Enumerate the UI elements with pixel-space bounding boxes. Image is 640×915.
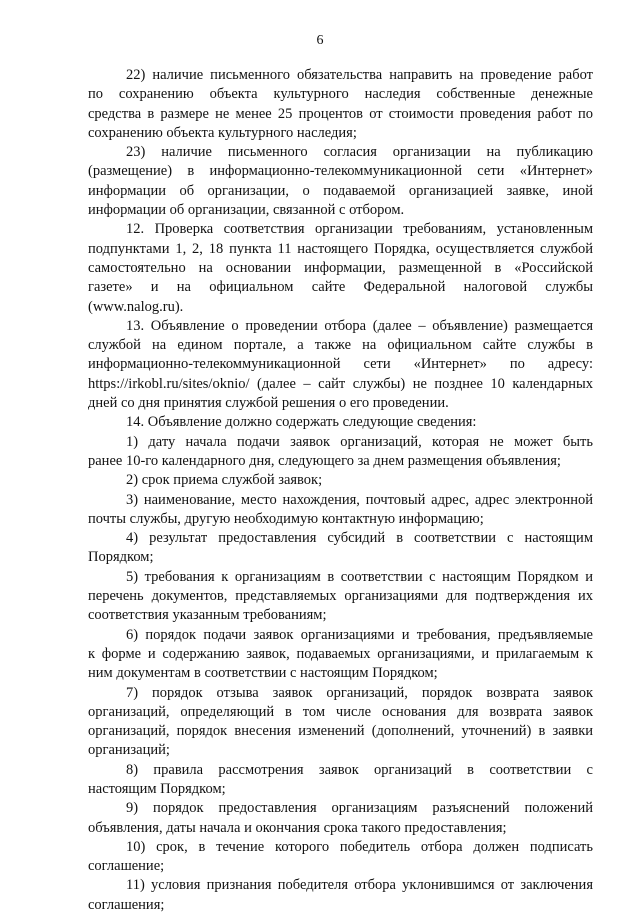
paragraph-line: информационно-телекоммуникационной сети «Интернет» по адресу: bbox=[88, 356, 593, 373]
paragraph-line: к форме и содержанию заявок, подаваемых организациями, и прилагаемым к bbox=[88, 645, 593, 662]
paragraph-line: соответствия указанным требованиям; bbox=[88, 607, 327, 624]
paragraph-line: дней со дня принятия службой решения о его проведении. bbox=[88, 395, 449, 412]
paragraph-line: 4) результат предоставления субсидий в соответствии с настоящим bbox=[126, 530, 593, 547]
document-body bbox=[88, 66, 593, 915]
paragraph-line: организаций, определяющий в том числе основания для возврата заявок bbox=[88, 703, 593, 720]
paragraph-line: организаций; bbox=[88, 742, 170, 759]
paragraph bbox=[88, 317, 593, 413]
paragraph-line: самостоятельно на основании информации, размещенной в «Российской bbox=[88, 259, 593, 276]
paragraph bbox=[88, 626, 593, 684]
paragraph-line: 3) наименование, место нахождения, почтовый адрес, адрес электронной bbox=[126, 491, 593, 508]
paragraph-line: 9) порядок предоставления организациям разъяснений положений bbox=[126, 800, 593, 817]
paragraph bbox=[88, 66, 593, 143]
paragraph-line: по сохранению объекта культурного наследия собственные денежные bbox=[88, 86, 593, 103]
paragraph bbox=[88, 838, 593, 877]
paragraph bbox=[88, 876, 593, 915]
paragraph-line: 1) дату начала подачи заявок организаций, которая не может быть bbox=[126, 433, 593, 450]
paragraph-line: 12. Проверка соответствия организации требованиям, установленным bbox=[126, 221, 593, 238]
paragraph-line: сохранению объекта культурного наследия; bbox=[88, 124, 357, 141]
paragraph-line: объявления, даты начала и окончания срока такого предоставления; bbox=[88, 819, 507, 836]
paragraph bbox=[88, 471, 593, 490]
paragraph bbox=[88, 799, 593, 838]
paragraph-line: средства в размере не менее 25 процентов от стоимости проведения работ по bbox=[88, 105, 593, 122]
paragraph-line: (размещение) в информационно-телекоммуникационной сети «Интернет» bbox=[88, 163, 593, 180]
paragraph bbox=[88, 529, 593, 568]
paragraph bbox=[88, 220, 593, 316]
paragraph-line: информации об организации, связанной с отбором. bbox=[88, 202, 405, 219]
paragraph-line: 5) требования к организациям в соответствии с настоящим Порядком и bbox=[126, 568, 593, 585]
paragraph-line: организаций, порядок внесения изменений (дополнений, уточнений) в заявки bbox=[88, 723, 593, 740]
paragraph-line: (www.nalog.ru). bbox=[88, 298, 184, 315]
paragraph-line: 22) наличие письменного обязательства направить на проведение работ bbox=[126, 67, 593, 83]
paragraph-line: настоящим Порядком; bbox=[88, 780, 226, 797]
paragraph-line: газете» и на официальном сайте Федеральной налоговой службы bbox=[88, 279, 593, 296]
paragraph-line: соглашение; bbox=[88, 858, 165, 875]
paragraph-line: ранее 10-го календарного дня, следующего за днем размещения объявления; bbox=[88, 452, 561, 469]
paragraph-line: 6) порядок подачи заявок организациями и требования, предъявляемые bbox=[126, 626, 593, 643]
paragraph-line: ним документам в соответствии с настоящим Порядком; bbox=[88, 665, 438, 682]
page-number: 6 bbox=[316, 33, 324, 48]
paragraph bbox=[88, 684, 593, 761]
paragraph bbox=[88, 413, 593, 432]
paragraph-line: соглашения; bbox=[88, 896, 165, 913]
paragraph-line: перечень документов, представляемых организациями для подтверждения их bbox=[88, 588, 593, 605]
paragraph-line: службой на едином портале, а также на официальном сайте службы в bbox=[88, 337, 593, 354]
paragraph bbox=[88, 491, 593, 530]
paragraph-line: 14. Объявление должно содержать следующие сведения: bbox=[126, 414, 477, 431]
paragraph-line: 10) срок, в течение которого победитель отбора должен подписать bbox=[126, 838, 593, 855]
paragraph bbox=[88, 433, 593, 472]
paragraph bbox=[88, 143, 593, 220]
paragraph-line: информации об организации, о подаваемой организацией заявке, иной bbox=[88, 182, 593, 199]
paragraph-line: 11) условия признания победителя отбора уклонившимся от заключения bbox=[126, 877, 593, 894]
paragraph bbox=[88, 568, 593, 626]
paragraph-line: 23) наличие письменного согласия организации на публикацию bbox=[126, 144, 593, 161]
paragraph-line: 8) правила рассмотрения заявок организаций в соответствии с bbox=[126, 761, 593, 778]
paragraph-line: 13. Объявление о проведении отбора (далее – объявление) размещается bbox=[126, 317, 593, 334]
paragraph-line: 2) срок приема службой заявок; bbox=[126, 472, 323, 489]
paragraph-line: подпунктами 1, 2, 18 пункта 11 настоящего Порядка, осуществляется службой bbox=[88, 240, 593, 257]
paragraph-line: https://irkobl.ru/sites/oknio/ (далее – сайт службы) не позднее 10 календарных bbox=[88, 375, 593, 392]
paragraph-line: 7) порядок отзыва заявок организаций, порядок возврата заявок bbox=[126, 684, 593, 701]
paragraph bbox=[88, 761, 593, 800]
paragraph-line: Порядком; bbox=[88, 549, 154, 566]
paragraph-line: почты службы, другую необходимую контактную информацию; bbox=[88, 510, 484, 527]
